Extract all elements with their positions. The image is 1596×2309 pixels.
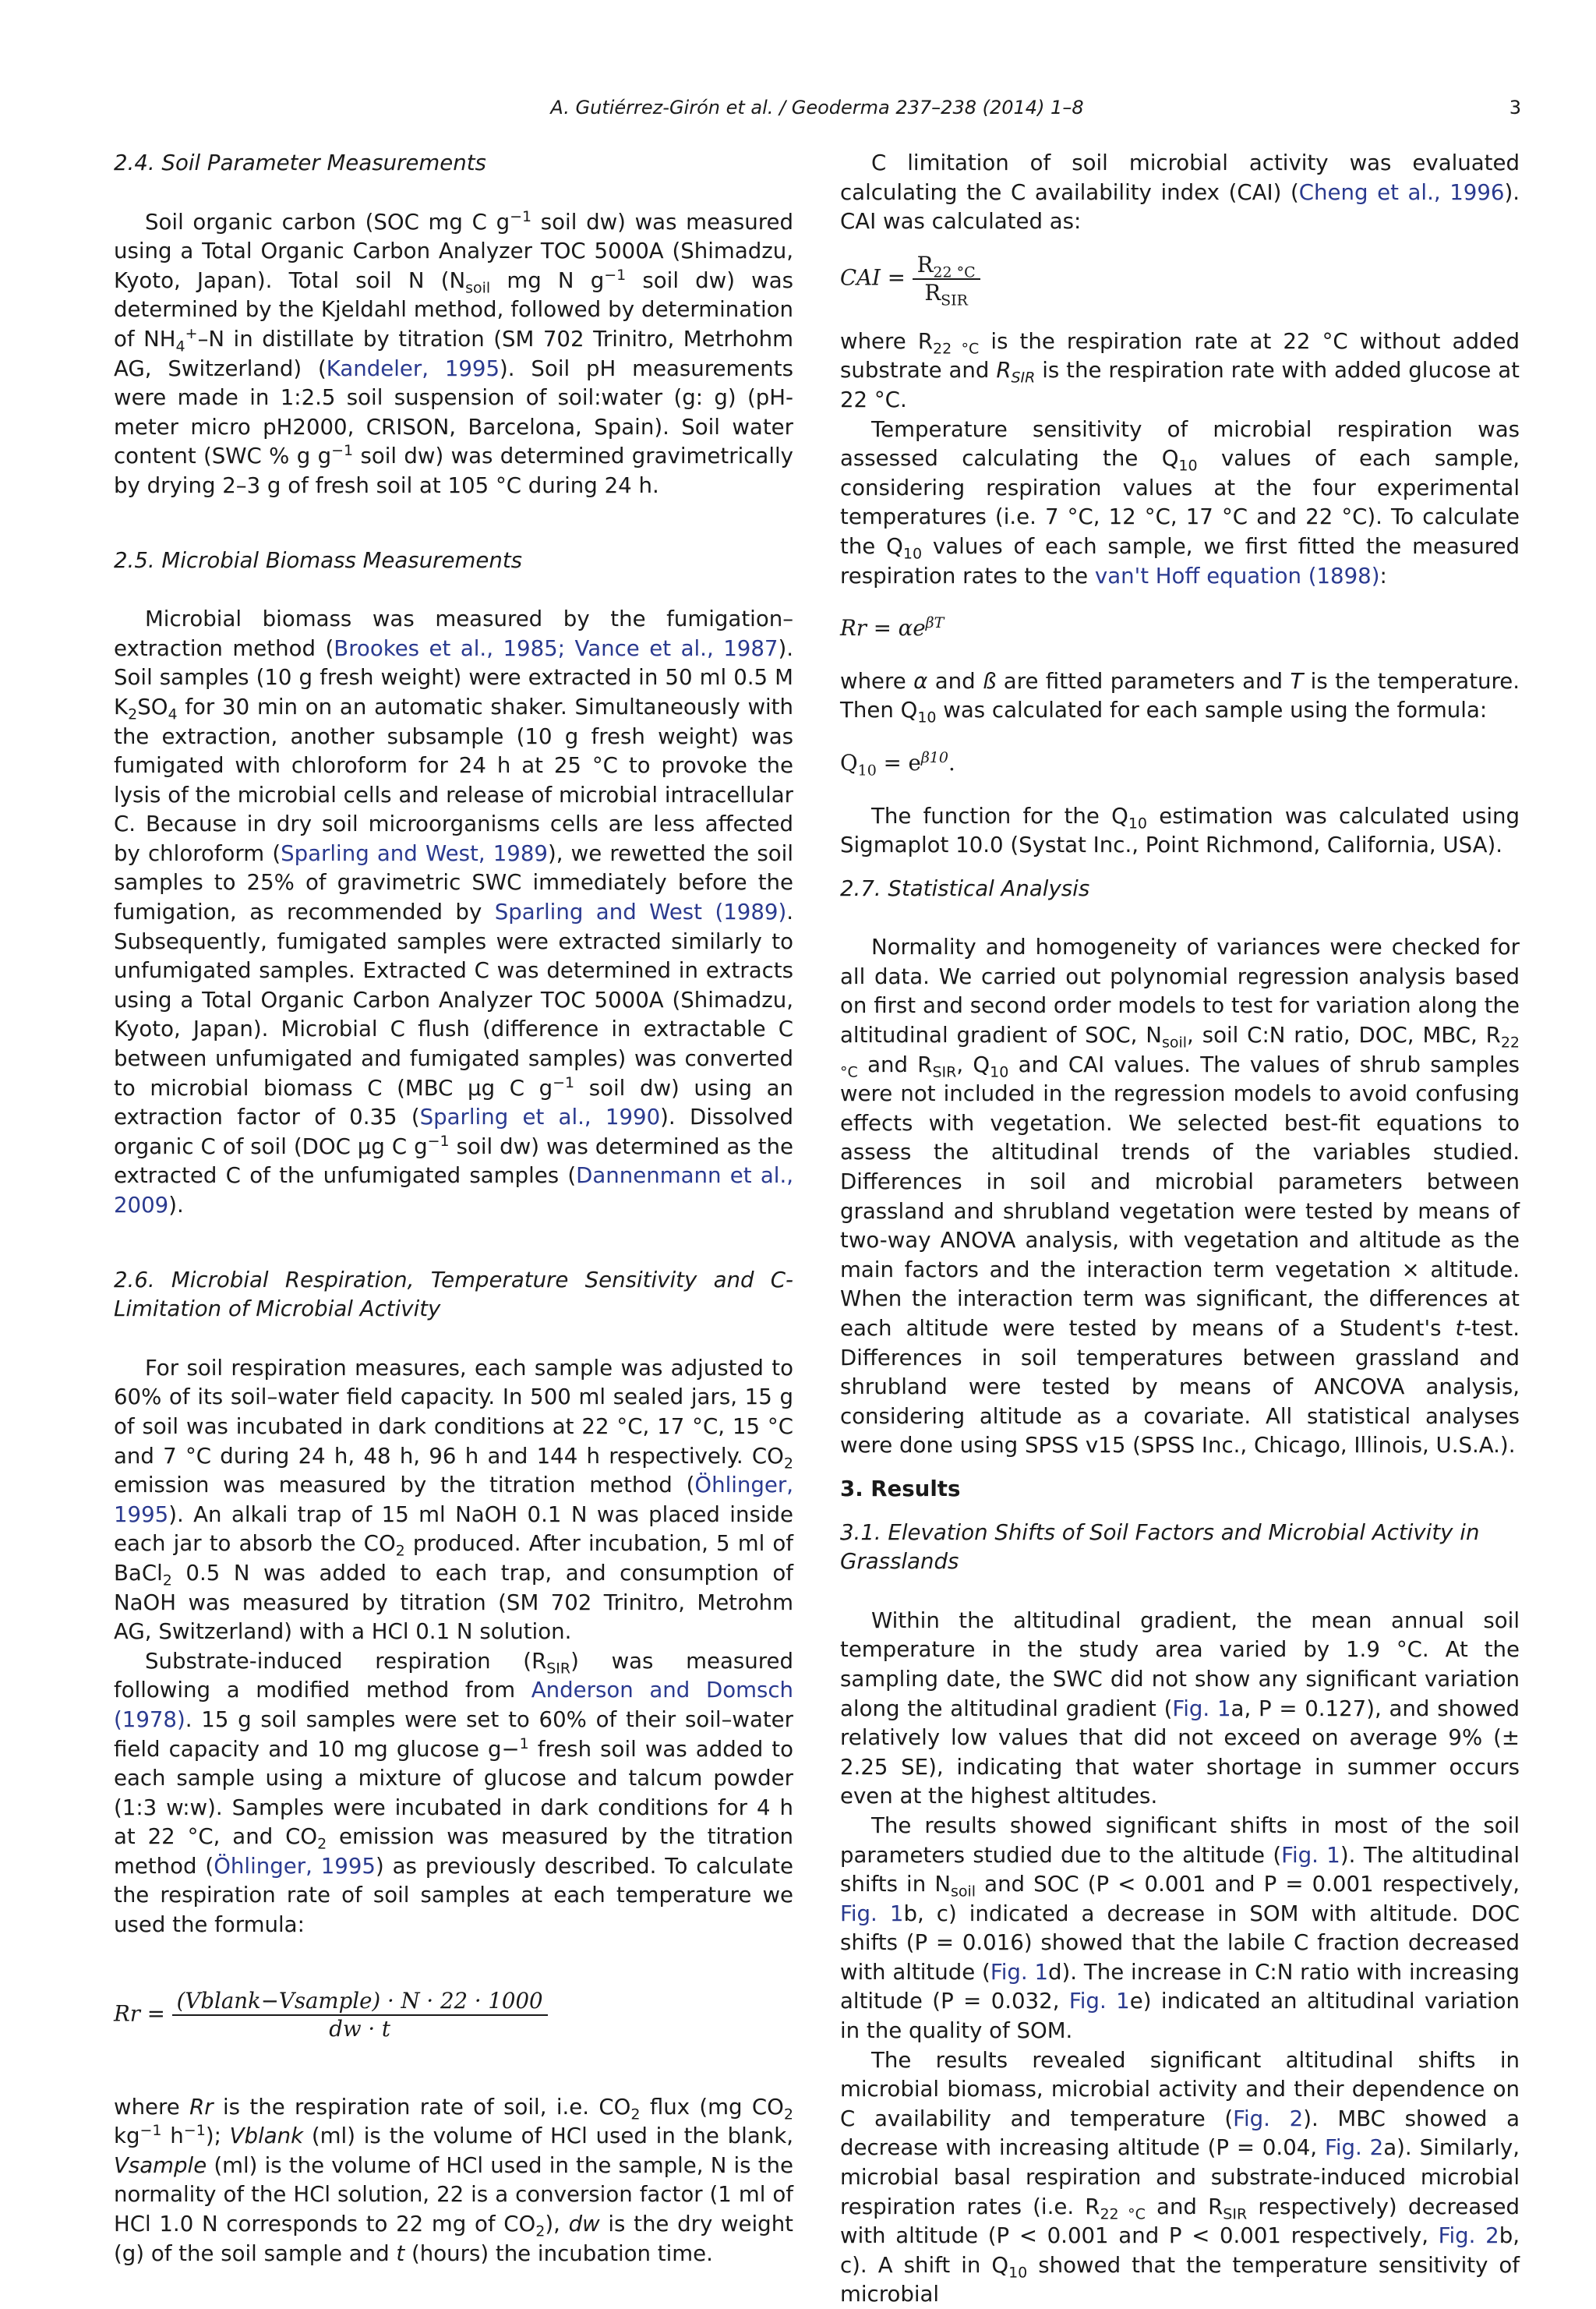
paragraph-respiration: For soil respiration measures, each sample was adjusted to 60% of its soil–water field capacity. In 500 ml sealed jars, 15 g of soil was incubated in dark conditions at 22 °C, 17 °C, 15 °C and 7 °C during 24 h, 48 h, 96 h and 144 h respectively. $CO_2$ emission was measured by the titration method (Öhlinger, 1995). An alkali trap of 15 ml NaOH 0.1 N was placed inside each jar to absorb the $CO_2$ produced. After incubation, 5 ml of BaCl$_2$ 0.5 N was added to each trap, and consumption of NaOH was measured by titration (SM 702 Trinitro, Metrohm AG, Switzerland) with a HCl 0.1 N solution. (114, 1354, 793, 1645)
running-title: A. Gutiérrez-Girón et al. / Geoderma 237–238 (2014) 1–8 (550, 97, 1084, 118)
ref-kandeler[interactable]: Kandeler, 1995 (326, 355, 500, 381)
paragraph-cai-intro: C limitation of soil microbial activity was evaluated calculating the C availability index (CAI) (Cheng et al., 1996). CAI was calculated as: (840, 150, 1520, 235)
section-2-5-title: 2.5. Microbial Biomass Measurements (114, 546, 523, 573)
ref-cheng[interactable]: Cheng et al., 1996 (1298, 179, 1505, 205)
ref-brookes-vance[interactable]: Brookes et al., 1985; Vance et al., 1987 (334, 635, 779, 661)
equation-rr-titration: Rr = $\frac{\text{(Vblank−Vsample) · N · 22 · 1000}}{dw \cdot t}$ (114, 1988, 793, 2050)
section-2-4-title: 2.4. Soil Parameter Measurements (114, 150, 486, 175)
ref-fig1a[interactable]: Fig. 1 (1172, 1695, 1231, 1721)
equation-denominator: dw · t (329, 2015, 390, 2042)
left-column (114, 148, 793, 2268)
ref-fig1bc[interactable]: Fig. 1 (840, 1900, 904, 1926)
ref-vant-hoff[interactable]: van't Hoff equation (1898) (1094, 562, 1380, 589)
paragraph-temperature-swc: Within the altitudinal gradient, the mean annual soil temperature in the study area varied by 1.9 °C. At the sampling date, the SWC did not show any significant variation along the altitudinal gradient (Fig. 1a, P = 0.127), and showed relatively low values that did not exceed on average 9% (± 2.25 SE), indicating that water shortage in summer occurs even at the highest altitudes. (840, 1607, 1520, 1809)
paragraph-fitted-params: where α and ß are fitted parameters and T is the temperature. Then $Q_{10}$ was calculated for each sample using the formula: (840, 667, 1520, 727)
paragraph-statistics: Normality and homogeneity of variances were checked for all data. We carried out polynomial regression analysis based on first and second order models to test for variation along the altitudinal gradient of SOC, $N_{soil}$, soil C:N ratio, DOC, MBC, $R_{22 ^\circ C}$ and $R_{SIR}$, $Q_{10}$ and CAI values. The values of shrub samples were not included in the regression models to avoid confusing effects with vegetation. We selected best-fit equations to assess the altitudinal trends of the variables studied. Differences in soil and microbial parameters between grassland and shrubland vegetation were tested by means of two-way ANOVA analysis, with vegetation and altitude as the main factors and the interaction term vegetation × altitude. When the interaction term was significant, the differences at each altitude were tested by means of a Student's t-test. Differences in soil temperatures between grassland and shrubland were tested by means of ANCOVA analysis, considering altitude as a covariate. All statistical analyses were done using SPSS v15 (SPSS Inc., Chicago, Illinois, U.S.A.). (840, 934, 1520, 1459)
section-2-7-title: 2.7. Statistical Analysis (840, 875, 1090, 901)
running-header (114, 95, 1520, 120)
paragraph-equation-terms: where Rr is the respiration rate of soil, i.e. $CO_2$ flux (mg $CO_2$ $kg^{-1}$ $h^{-1}$); Vblank (ml) is the volume of HCl used in the blank, Vsample (ml) is the volume of HCl used in the sample, N is the normality of the HCl solution, 22 is a conversion factor (1 ml of HCl 1.0 N corresponds to 22 mg of $CO_2$), dw is the dry weight (g) of the soil sample and t (hours) the incubation time. (114, 2093, 794, 2266)
ref-fig2[interactable]: Fig. 2 (1233, 2105, 1304, 2131)
section-3-title: 3. Results (840, 1475, 961, 1501)
paragraph-microbial-biomass: Microbial biomass was measured by the fumigation–extraction method (Brookes et al., 1985; Vance et al., 1987). Soil samples (10 g fresh weight) were extracted in 50 ml 0.5 M $K_2SO_4$ for 30 min on an automatic shaker. Simultaneously with the extraction, another subsample (10 g fresh weight) was fumigated with chloroform for 24 h at 25 °C to provoke the lysis of the microbial cells and release of microbial intracellular C. Because in dry soil microorganisms cells are less affected by chloroform (Sparling and West, 1989), we rewetted the soil samples to 25% of gravimetric SWC immediately before the fumigation, as recommended by Sparling and West (1989). Subsequently, fumigated samples were extracted similarly to unfumigated samples. Extracted C was determined in extracts using a Total Organic Carbon Analyzer TOC 5000A (Shimadzu, Kyoto, Japan). Microbial C flush (difference in extractable C between unfumigated and fumigated samples) was converted to microbial biomass C (MBC µg C $g^{-1}$ soil dw) using an extraction factor of 0.35 (Sparling et al., 1990). Dissolved organic C of soil (DOC µg C $g^{-1}$ soil dw) was determined as the extracted C of the unfumigated samples (Dannenmann et al., 2009). (114, 606, 793, 1218)
paragraph-soil-parameters: Soil organic carbon (SOC mg C $g^{-1}$ soil dw) was measured using a Total Organic Carbon Analyzer TOC 5000A (Shimadzu, Kyoto, Japan). Total soil N ($N_{soil}$ mg N $g^{-1}$ soil dw) was determined by the Kjeldahl method, followed by determination of $NH_4^+-N$ in distillate by titration (SM 702 Trinitro, Metrhohm AG, Switzerland) (Kandeler, 1995). Soil pH measurements were made in 1:2.5 soil suspension of soil:water (g: g) (pH-meter micro pH2000, CRISON, Barcelona, Spain). Soil water content (SWC % g $g^{-1}$ soil dw) was determined gravimetrically by drying 2–3 g of fresh soil at 105 °C during 24 h. (114, 207, 793, 498)
ref-sparling-west-2[interactable]: Sparling and West (1989) (494, 899, 787, 925)
ref-fig2bc[interactable]: Fig. 2 (1438, 2222, 1499, 2249)
ref-fig2a[interactable]: Fig. 2 (1324, 2134, 1384, 2161)
ref-fig1d[interactable]: Fig. 1 (990, 1958, 1049, 1985)
section-3-1-title: 3.1. Elevation Shifts of Soil Factors and Microbial Activity in Grasslands (840, 1519, 1480, 1575)
ref-ohlinger-1[interactable]: Öhlinger, 1995 (114, 1472, 793, 1527)
ref-sparling-1990[interactable]: Sparling et al., 1990 (419, 1104, 661, 1130)
right-column (840, 148, 1520, 2309)
paragraph-cai-terms: where $R_{22 ^\circ C}$ is the respiration rate at 22 °C without added substrate and $R_{SIR}$ is the respiration rate with added glucose at 22 °C. (840, 327, 1520, 412)
equation-cai: CAI = $\frac{R_{22 ^\circ C}}{R_{SIR}}$ (840, 252, 1520, 308)
equation-q10: $Q_{10} = e^{\beta 10}$. (840, 748, 955, 780)
ref-fig1e[interactable]: Fig. 1 (1068, 1988, 1130, 2014)
paragraph-sir: Substrate-induced respiration $(R_{SIR})$ was measured following a modified method from Anderson and Domsch (1978). 15 g soil samples were set to 60% of their soil–water field capacity and 10 mg glucose g−$^1$ fresh soil was added to each sample using a mixture of glucose and talcum powder (1:3 w:w). Samples were incubated in dark conditions for 4 h at 22 °C, and $CO_2$ emission was measured by the titration method (Öhlinger, 1995) as previously described. To calculate the respiration rate of soil samples at each temperature we used the formula: (114, 1647, 793, 1938)
ref-anderson-domsch[interactable]: Anderson and Domsch (1978) (114, 1677, 793, 1732)
page-number: 3 (1509, 97, 1521, 118)
ref-fig1[interactable]: Fig. 1 (1281, 1841, 1340, 1868)
paragraph-soil-shifts: The results showed significant shifts in most of the soil parameters studied due to the altitude (Fig. 1). The altitudinal shifts in $N_{soil}$ and SOC (P < 0.001 and P = 0.001 respectively, Fig. 1b, c) indicated a decrease in SOM with altitude. DOC shifts (P = 0.016) showed that the labile C fraction decreased with altitude (Fig. 1d). The increase in C:N ratio with increasing altitude (P = 0.032, Fig. 1e) indicated an altitudinal variation in the quality of SOM. (840, 1812, 1520, 2044)
equation-vant-hoff: $Rr = \alpha e^{\beta T}$ (840, 613, 945, 642)
paragraph-sigmaplot: The function for the $Q_{10}$ estimation was calculated using Sigmaplot 10.0 (Systat Inc., Point Richmond, California, USA). (840, 802, 1520, 858)
paragraph-q10-intro: Temperature sensitivity of microbial respiration was assessed calculating the $Q_{10}$ values of each sample, considering respiration values at the four experimental temperatures (i.e. 7 °C, 12 °C, 17 °C and 22 °C). To calculate the $Q_{10}$ values of each sample, we first fitted the measured respiration rates to the van't Hoff equation (1898): (840, 415, 1520, 589)
ref-dannenmann[interactable]: Dannenmann et al., 2009 (114, 1162, 793, 1218)
paragraph-microbial-shifts: The results revealed significant altitudinal shifts in microbial biomass, microbial activity and their dependence on C availability and temperature (Fig. 2). MBC showed a decrease with increasing altitude (P = 0.04, Fig. 2a). Similarly, microbial basal respiration and substrate-induced microbial respiration rates (i.e. $R_{22 ^\circ C}$ and $R_{SIR}$ respectively) decreased with altitude (P < 0.001 and P < 0.001 respectively, Fig. 2b, c). A shift in $Q_{10}$ showed that the temperature sensitivity of microbial (840, 2046, 1520, 2307)
ref-sparling-west-1[interactable]: Sparling and West, 1989 (281, 840, 548, 866)
section-2-6-title: 2.6. Microbial Respiration, Temperature Sensitivity and C-Limitation of Microbial Activity (114, 1266, 793, 1322)
equation-numerator: (Vblank−Vsample) · N · 22 · 1000 (172, 1988, 548, 2016)
ref-ohlinger-2[interactable]: Öhlinger, 1995 (214, 1852, 376, 1879)
